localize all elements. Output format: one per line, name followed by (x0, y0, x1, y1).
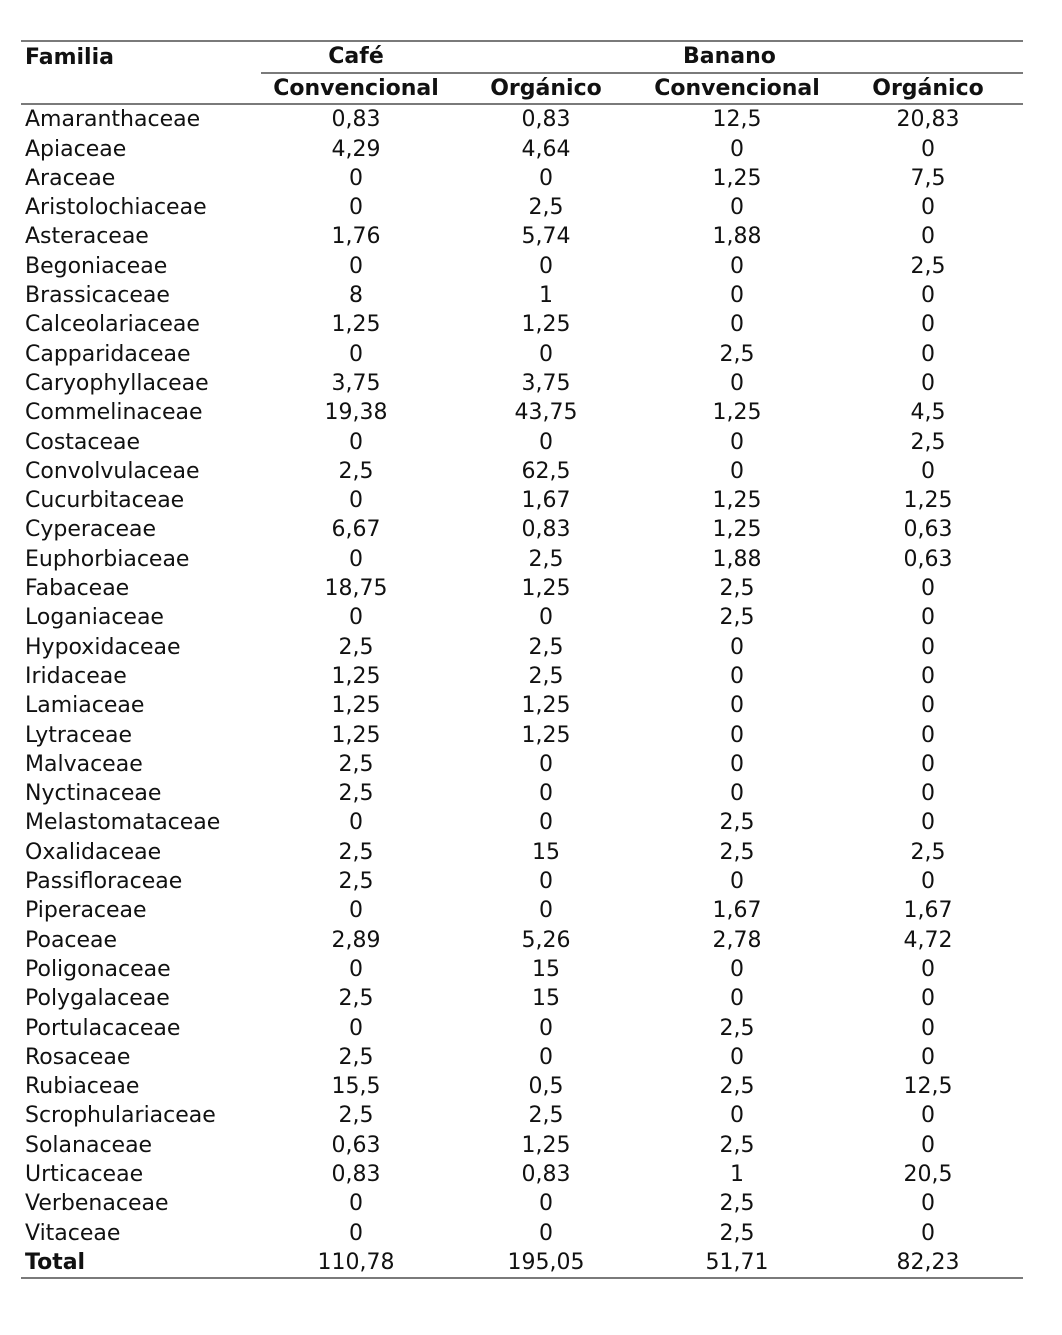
cell-family-name: Portulacaceae (25, 1015, 181, 1041)
cell-cafe-convencional: 2,5 (338, 869, 374, 895)
cell-cafe-organico: 15 (532, 839, 560, 865)
cell-family-name: Iridaceae (25, 663, 127, 689)
cell-banano-convencional: 2,5 (719, 1074, 755, 1100)
cell-cafe-organico: 0 (539, 1015, 553, 1041)
cell-family-name: Begoniaceae (25, 253, 168, 279)
cell-cafe-organico: 1,25 (521, 1132, 571, 1158)
table-row (21, 428, 1023, 457)
table-row (21, 1101, 1023, 1130)
table-row (21, 398, 1023, 427)
header-empty-cell (21, 73, 261, 104)
cell-family-name: Capparidaceae (25, 341, 191, 367)
cell-banano-organico: 0 (921, 1191, 935, 1217)
cell-banano-convencional: 0 (730, 1044, 744, 1070)
cell-banano-organico: 0 (921, 956, 935, 982)
total-banano-convencional: 51,71 (641, 1248, 833, 1278)
cell-banano-convencional: 0 (730, 458, 744, 484)
header-cafe-convencional: Convencional (261, 73, 451, 104)
table-row (21, 896, 1023, 925)
table-row (21, 633, 1023, 662)
table-row (21, 222, 1023, 251)
table-row (21, 164, 1023, 193)
table-row (21, 955, 1023, 984)
total-label: Total (21, 1248, 261, 1278)
cell-cafe-organico: 0 (539, 751, 553, 777)
table-row (21, 252, 1023, 281)
cell-cafe-convencional: 2,5 (338, 634, 374, 660)
cell-banano-convencional: 1,25 (712, 400, 762, 426)
cell-banano-convencional: 2,5 (719, 605, 755, 631)
cell-cafe-organico: 1 (539, 283, 553, 309)
cell-banano-organico: 0 (921, 1132, 935, 1158)
cell-cafe-convencional: 3,75 (331, 370, 381, 396)
table-row (21, 1219, 1023, 1248)
cell-cafe-organico: 0 (539, 781, 553, 807)
cell-cafe-organico: 0 (539, 341, 553, 367)
cell-cafe-convencional: 0,63 (331, 1132, 381, 1158)
cell-banano-convencional: 2,5 (719, 1132, 755, 1158)
cell-cafe-organico: 0 (539, 1220, 553, 1246)
cell-banano-convencional: 0 (730, 429, 744, 455)
cell-family-name: Aristolochiaceae (25, 195, 207, 221)
cell-banano-organico: 0 (921, 693, 935, 719)
cell-cafe-organico: 2,5 (528, 546, 564, 572)
cell-cafe-convencional: 19,38 (324, 400, 388, 426)
table-row (21, 721, 1023, 750)
cell-family-name: Asteraceae (25, 224, 149, 250)
cell-banano-organico: 0 (921, 1220, 935, 1246)
cell-cafe-organico: 0,5 (528, 1074, 564, 1100)
total-cafe-convencional: 110,78 (261, 1248, 451, 1278)
cell-banano-organico: 0,63 (903, 546, 953, 572)
cell-banano-organico: 0 (921, 751, 935, 777)
table-row (21, 545, 1023, 574)
cell-cafe-organico: 0 (539, 869, 553, 895)
cell-cafe-convencional: 18,75 (324, 576, 388, 602)
cell-banano-convencional: 0 (730, 1103, 744, 1129)
cell-family-name: Rosaceae (25, 1044, 131, 1070)
cell-family-name: Passifloraceae (25, 869, 183, 895)
table-row (21, 926, 1023, 955)
cell-family-name: Amaranthaceae (25, 107, 201, 133)
cell-banano-organico: 0 (921, 986, 935, 1012)
table-row (21, 1014, 1023, 1043)
cell-cafe-organico: 0 (539, 429, 553, 455)
cell-family-name: Fabaceae (25, 576, 130, 602)
cell-cafe-convencional: 1,25 (331, 312, 381, 338)
cell-cafe-convencional: 15,5 (331, 1074, 381, 1100)
cell-banano-convencional: 0 (730, 312, 744, 338)
cell-banano-organico: 0 (921, 458, 935, 484)
cell-cafe-organico: 2,5 (528, 195, 564, 221)
cell-cafe-organico: 5,26 (521, 927, 571, 953)
cell-family-name: Malvaceae (25, 751, 143, 777)
table-header (21, 41, 1023, 104)
table-row (21, 135, 1023, 164)
cell-banano-convencional: 2,5 (719, 1220, 755, 1246)
cell-family-name: Urticaceae (25, 1161, 144, 1187)
cell-cafe-organico: 0 (539, 253, 553, 279)
cell-banano-convencional: 1 (730, 1161, 744, 1187)
table-row (21, 310, 1023, 339)
cell-banano-convencional: 1,25 (712, 517, 762, 543)
cell-cafe-organico: 0,83 (521, 1161, 571, 1187)
cell-family-name: Apiaceae (25, 136, 127, 162)
cell-banano-convencional: 0 (730, 195, 744, 221)
cell-banano-organico: 0 (921, 869, 935, 895)
table-row (21, 369, 1023, 398)
cell-cafe-convencional: 0 (349, 429, 363, 455)
cell-family-name: Brassicaceae (25, 283, 170, 309)
table-row (21, 340, 1023, 369)
cell-cafe-organico: 15 (532, 956, 560, 982)
cell-cafe-organico: 43,75 (514, 400, 578, 426)
table-row (21, 281, 1023, 310)
cell-banano-organico: 1,67 (903, 898, 953, 924)
cell-banano-organico: 0 (921, 136, 935, 162)
cell-banano-convencional: 0 (730, 253, 744, 279)
cell-banano-convencional: 2,5 (719, 1015, 755, 1041)
cell-cafe-organico: 0 (539, 1044, 553, 1070)
table-row (21, 1072, 1023, 1101)
cell-banano-convencional: 0 (730, 751, 744, 777)
cell-banano-organico: 4,5 (910, 400, 946, 426)
cell-banano-organico: 20,5 (903, 1161, 953, 1187)
cell-banano-convencional: 1,88 (712, 224, 762, 250)
cell-cafe-organico: 0,83 (521, 517, 571, 543)
cell-banano-organico: 4,72 (903, 927, 953, 953)
cell-banano-convencional: 0 (730, 370, 744, 396)
cell-cafe-organico: 0 (539, 1191, 553, 1217)
cell-cafe-convencional: 0 (349, 956, 363, 982)
cell-cafe-convencional: 0 (349, 1191, 363, 1217)
cell-cafe-convencional: 0 (349, 810, 363, 836)
header-familia: Familia (21, 41, 261, 73)
header-row-subgroups (21, 73, 1023, 104)
cell-family-name: Poaceae (25, 927, 118, 953)
cell-family-name: Oxalidaceae (25, 839, 162, 865)
table-row (21, 1131, 1023, 1160)
cell-cafe-convencional: 1,25 (331, 693, 381, 719)
cell-cafe-convencional: 0 (349, 898, 363, 924)
cell-family-name: Calceolariaceae (25, 312, 200, 338)
cell-family-name: Solanaceae (25, 1132, 153, 1158)
cell-family-name: Commelinaceae (25, 400, 203, 426)
cell-banano-organico: 7,5 (910, 165, 946, 191)
cell-family-name: Euphorbiaceae (25, 546, 190, 572)
cell-banano-organico: 0 (921, 722, 935, 748)
cell-banano-convencional: 1,67 (712, 898, 762, 924)
cell-cafe-convencional: 8 (349, 283, 363, 309)
cell-cafe-organico: 3,75 (521, 370, 571, 396)
cell-cafe-organico: 0 (539, 810, 553, 836)
cell-cafe-organico: 62,5 (521, 458, 571, 484)
header-banano-convencional: Convencional (641, 73, 833, 104)
cell-banano-convencional: 12,5 (712, 107, 762, 133)
cell-cafe-convencional: 0 (349, 253, 363, 279)
table-row (21, 808, 1023, 837)
cell-cafe-convencional: 2,5 (338, 986, 374, 1012)
table-row (21, 193, 1023, 222)
cell-family-name: Araceae (25, 165, 116, 191)
cell-cafe-organico: 1,25 (521, 693, 571, 719)
cell-cafe-organico: 0,83 (521, 107, 571, 133)
cell-cafe-convencional: 2,5 (338, 839, 374, 865)
cell-cafe-convencional: 4,29 (331, 136, 381, 162)
cell-cafe-organico: 0 (539, 605, 553, 631)
cell-banano-organico: 0 (921, 634, 935, 660)
cell-cafe-convencional: 0 (349, 488, 363, 514)
table-body (21, 104, 1023, 1278)
cell-cafe-convencional: 2,5 (338, 751, 374, 777)
cell-cafe-convencional: 1,25 (331, 663, 381, 689)
cell-banano-convencional: 0 (730, 869, 744, 895)
table-row (21, 1189, 1023, 1218)
cell-banano-convencional: 0 (730, 722, 744, 748)
table-row (21, 574, 1023, 603)
cell-family-name: Verbenaceae (25, 1191, 169, 1217)
cell-family-name: Caryophyllaceae (25, 370, 209, 396)
family-table-container (21, 40, 1023, 1279)
cell-banano-convencional: 0 (730, 781, 744, 807)
cell-cafe-organico: 1,25 (521, 576, 571, 602)
cell-banano-convencional: 1,88 (712, 546, 762, 572)
header-row-groups (21, 41, 1023, 73)
cell-cafe-convencional: 0 (349, 1220, 363, 1246)
cell-banano-organico: 0 (921, 224, 935, 250)
header-group-cafe: Café (261, 41, 451, 73)
table-row (21, 662, 1023, 691)
cell-cafe-convencional: 0 (349, 605, 363, 631)
cell-cafe-convencional: 2,5 (338, 1103, 374, 1129)
cell-cafe-organico: 15 (532, 986, 560, 1012)
cell-family-name: Lamiaceae (25, 693, 145, 719)
table-row (21, 1160, 1023, 1189)
cell-cafe-organico: 1,25 (521, 722, 571, 748)
table-row (21, 779, 1023, 808)
table-row (21, 691, 1023, 720)
total-cafe-organico: 195,05 (451, 1248, 641, 1278)
cell-cafe-organico: 5,74 (521, 224, 571, 250)
cell-cafe-convencional: 0 (349, 546, 363, 572)
cell-family-name: Lytraceae (25, 722, 133, 748)
cell-family-name: Rubiaceae (25, 1074, 140, 1100)
cell-cafe-convencional: 2,5 (338, 1044, 374, 1070)
table-row (21, 750, 1023, 779)
cell-banano-organico: 0 (921, 370, 935, 396)
cell-banano-convencional: 2,5 (719, 810, 755, 836)
cell-banano-organico: 1,25 (903, 488, 953, 514)
cell-banano-organico: 0 (921, 1044, 935, 1070)
cell-family-name: Piperaceae (25, 898, 147, 924)
cell-cafe-organico: 0 (539, 165, 553, 191)
cell-banano-convencional: 0 (730, 283, 744, 309)
cell-banano-convencional: 1,25 (712, 488, 762, 514)
table-row (21, 838, 1023, 867)
table-row (21, 1043, 1023, 1072)
cell-banano-organico: 0 (921, 605, 935, 631)
cell-family-name: Vitaceae (25, 1220, 121, 1246)
cell-cafe-convencional: 2,89 (331, 927, 381, 953)
cell-banano-convencional: 0 (730, 956, 744, 982)
cell-family-name: Poligonaceae (25, 956, 171, 982)
cell-banano-organico: 0 (921, 312, 935, 338)
cell-banano-convencional: 2,5 (719, 341, 755, 367)
cell-banano-organico: 0 (921, 576, 935, 602)
cell-cafe-convencional: 2,5 (338, 458, 374, 484)
cell-banano-organico: 0 (921, 341, 935, 367)
cell-cafe-convencional: 0 (349, 165, 363, 191)
cell-cafe-convencional: 1,25 (331, 722, 381, 748)
cell-cafe-organico: 1,25 (521, 312, 571, 338)
table-row (21, 486, 1023, 515)
cell-banano-organico: 0,63 (903, 517, 953, 543)
cell-family-name: Melastomataceae (25, 810, 221, 836)
cell-cafe-convencional: 1,76 (331, 224, 381, 250)
family-abundance-table (21, 40, 1023, 1279)
table-row (21, 984, 1023, 1013)
cell-cafe-convencional: 6,67 (331, 517, 381, 543)
cell-family-name: Loganiaceae (25, 605, 164, 631)
cell-cafe-convencional: 2,5 (338, 781, 374, 807)
cell-family-name: Costaceae (25, 429, 141, 455)
cell-banano-convencional: 2,5 (719, 839, 755, 865)
cell-banano-convencional: 0 (730, 663, 744, 689)
cell-cafe-organico: 2,5 (528, 634, 564, 660)
header-group-banano: Banano (451, 41, 1023, 73)
cell-cafe-convencional: 0,83 (331, 1161, 381, 1187)
cell-cafe-convencional: 0 (349, 341, 363, 367)
table-row (21, 515, 1023, 544)
cell-family-name: Convolvulaceae (25, 458, 200, 484)
cell-banano-organico: 0 (921, 1103, 935, 1129)
total-banano-organico: 82,23 (833, 1248, 1023, 1278)
cell-cafe-convencional: 0 (349, 195, 363, 221)
cell-cafe-convencional: 0 (349, 1015, 363, 1041)
cell-banano-convencional: 2,5 (719, 576, 755, 602)
total-row (21, 1248, 1023, 1278)
cell-cafe-organico: 2,5 (528, 663, 564, 689)
table-row (21, 603, 1023, 632)
cell-banano-convencional: 0 (730, 136, 744, 162)
cell-banano-convencional: 0 (730, 634, 744, 660)
cell-banano-convencional: 2,5 (719, 1191, 755, 1217)
cell-banano-convencional: 0 (730, 986, 744, 1012)
cell-banano-organico: 0 (921, 1015, 935, 1041)
cell-family-name: Hypoxidaceae (25, 634, 181, 660)
cell-banano-organico: 20,83 (896, 107, 960, 133)
cell-banano-organico: 0 (921, 781, 935, 807)
cell-banano-organico: 2,5 (910, 429, 946, 455)
cell-family-name: Cyperaceae (25, 517, 157, 543)
cell-family-name: Cucurbitaceae (25, 488, 185, 514)
cell-cafe-convencional: 0,83 (331, 107, 381, 133)
cell-cafe-organico: 2,5 (528, 1103, 564, 1129)
cell-banano-organico: 0 (921, 810, 935, 836)
cell-banano-organico: 0 (921, 283, 935, 309)
cell-family-name: Scrophulariaceae (25, 1103, 216, 1129)
cell-cafe-organico: 1,67 (521, 488, 571, 514)
cell-banano-organico: 0 (921, 195, 935, 221)
cell-banano-organico: 12,5 (903, 1074, 953, 1100)
header-cafe-organico: Orgánico (451, 73, 641, 104)
table-row (21, 457, 1023, 486)
cell-family-name: Nyctinaceae (25, 781, 162, 807)
cell-banano-organico: 2,5 (910, 253, 946, 279)
cell-cafe-organico: 0 (539, 898, 553, 924)
cell-banano-convencional: 2,78 (712, 927, 762, 953)
cell-banano-organico: 2,5 (910, 839, 946, 865)
header-banano-organico: Orgánico (833, 73, 1023, 104)
cell-family-name: Polygalaceae (25, 986, 170, 1012)
table-row (21, 104, 1023, 134)
cell-cafe-organico: 4,64 (521, 136, 571, 162)
cell-banano-organico: 0 (921, 663, 935, 689)
table-row (21, 867, 1023, 896)
cell-banano-convencional: 0 (730, 693, 744, 719)
cell-banano-convencional: 1,25 (712, 165, 762, 191)
